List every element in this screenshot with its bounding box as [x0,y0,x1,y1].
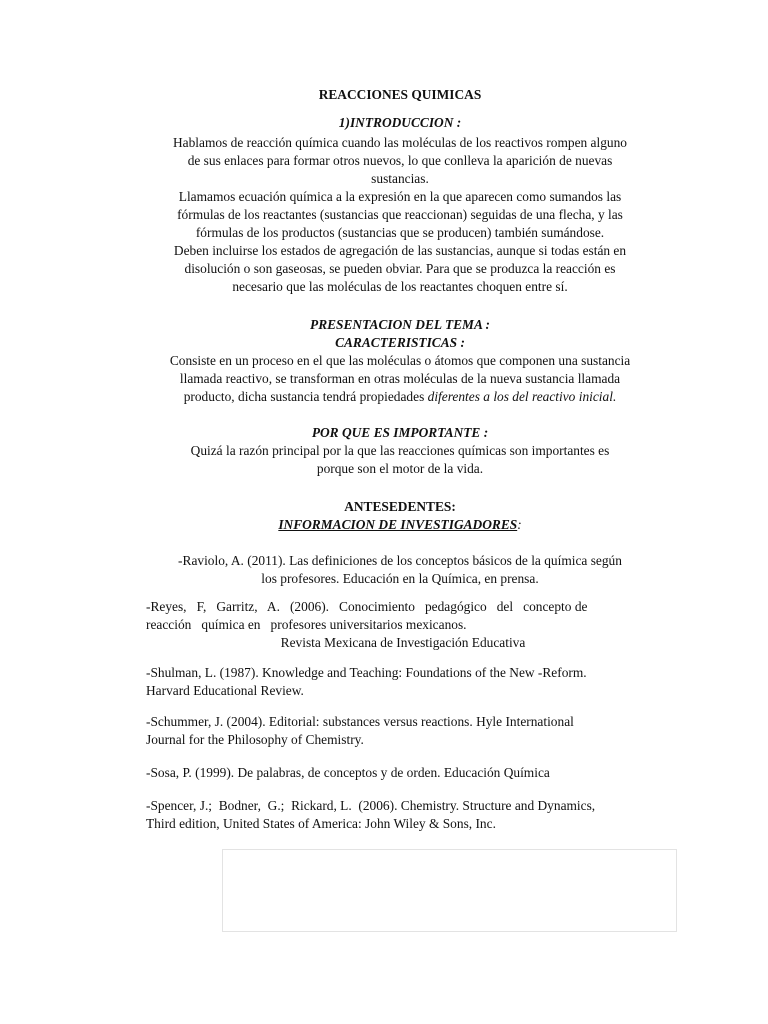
background-heading: ANTESEDENTES: [344,499,456,514]
text-line: -Raviolo, A. (2011). Las definiciones de los conceptos básicos de la química según [178,553,622,568]
text-line: los profesores. Educación en la Química, en prensa. [261,571,539,586]
italic-text-span: diferentes a los del reactivo inicial. [427,389,617,404]
text-line: Hablamos de reacción química cuando las moléculas de los reactivos rompen alguno [172,135,627,150]
text-line: -Shulman, L. (1987). Knowledge and Teaching: Foundations of the New -Reform. [146,665,587,680]
reference-reyes [146,598,660,652]
importance-paragraph [140,442,660,478]
intro-heading: 1)INTRODUCCION : [338,115,462,130]
text-line: porque son el motor de la vida. [316,461,484,476]
presentation-heading: PRESENTACION DEL TEMA : [310,317,490,332]
text-line: de sus enlaces para formar otros nuevos, lo que conlleva la aparición de nuevas [187,153,613,168]
text-line: necesario que las moléculas de los reactantes choquen entre sí. [232,279,568,294]
intro-paragraph [140,134,660,296]
reference-spencer [146,797,660,833]
text-line: llamada reactivo, se transforman en otras moléculas de la nueva sustancia llamada [179,371,621,386]
text-line: Consiste en un proceso en el que las moléculas o átomos que componen una sustancia [169,353,631,368]
text-line: fórmulas de los reactantes (sustancias que reaccionan) seguidas de una flecha, y las [177,207,623,222]
characteristics-paragraph [140,352,660,406]
text-line: -Reyes, F, Garritz, A. (2006). Conocimiento pedagógico del concepto de [146,599,588,614]
text-line: reacción química en profesores universitarios mexicanos. [146,617,467,632]
text-line: Journal for the Philosophy of Chemistry. [146,732,364,747]
text-line: -Schummer, J. (2004). Editorial: substances versus reactions. Hyle International [146,714,574,729]
text-line: Revista Mexicana de Investigación Educativa [280,635,526,650]
researchers-heading-text: INFORMACION DE INVESTIGADORES [278,517,518,532]
text-line: Deben incluirse los estados de agregación de las sustancias, aunque si todas están en [173,243,627,258]
characteristics-heading: CARACTERISTICAS : [335,335,465,350]
researchers-heading [140,516,660,534]
text-line: disolución o son gaseosas, se pueden obviar. Para que se produzca la reacción es [184,261,616,276]
text-line: -Spencer, J.; Bodner, G.; Rickard, L. (2006). Chemistry. Structure and Dynamics, [146,798,596,813]
text-line: fórmulas de los productos (sustancias que se producen) también sumándose. [195,225,605,240]
reference-shulman [146,664,660,700]
importance-heading: POR QUE ES IMPORTANTE : [311,425,489,440]
researchers-heading-colon: : [517,517,522,532]
text-line [140,388,660,406]
text-line: Third edition, United States of America: John Wiley & Sons, Inc. [146,816,496,831]
text-line: Harvard Educational Review. [146,683,304,698]
empty-frame [222,849,677,932]
text-line: sustancias. [371,171,429,186]
text-line: -Sosa, P. (1999). De palabras, de conceptos y de orden. Educación Química [146,765,550,780]
text-line: Llamamos ecuación química a la expresión en la que aparecen como sumandos las [178,189,622,204]
text-line: Quizá la razón principal por la que las reacciones químicas son importantes es [190,443,610,458]
reference-schummer [146,713,660,749]
reference-sosa [146,764,660,782]
text-span: producto, dicha sustancia tendrá propiedades [183,389,428,404]
reference-raviolo [140,552,660,588]
document-title: REACCIONES QUIMICAS [318,87,482,102]
